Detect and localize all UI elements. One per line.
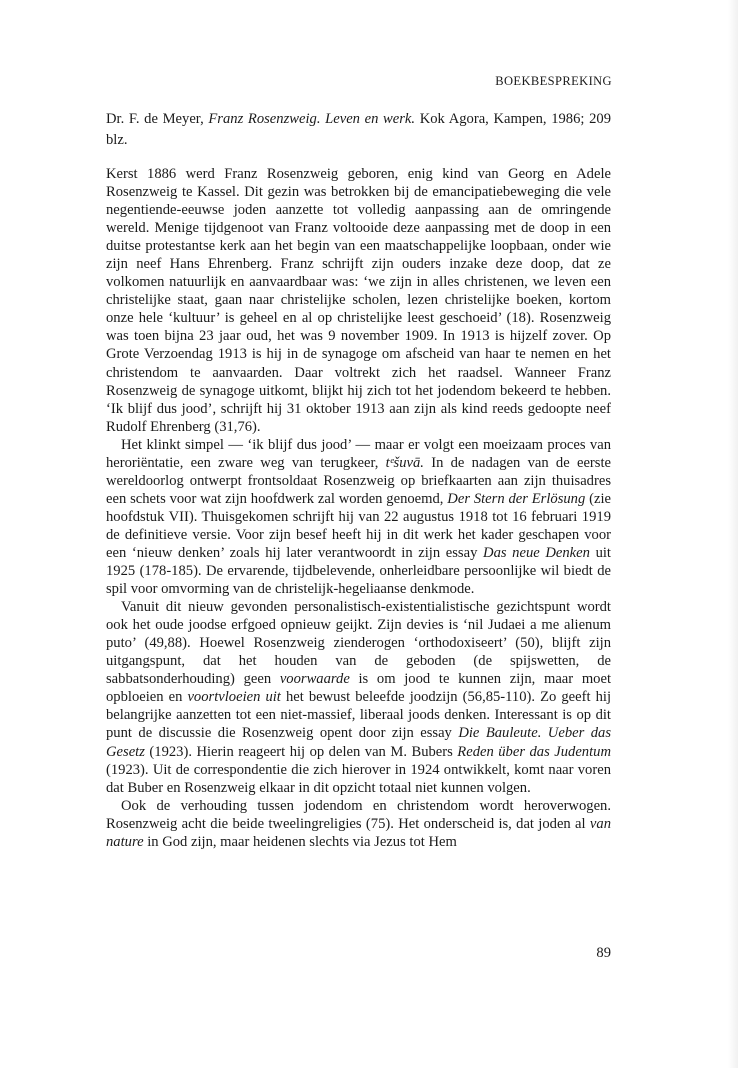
paragraph-4-text-b: in God zijn, maar heidenen slechts via Jezus tot Hem	[143, 833, 457, 850]
book-author: Dr. F. de Meyer,	[106, 111, 209, 127]
paragraph-4	[106, 797, 611, 851]
page-number: 89	[596, 945, 611, 961]
book-title: Franz Rosenzweig. Leven en werk.	[208, 111, 416, 127]
hebrew-term: tᵉšuvā.	[385, 454, 424, 471]
work-title-reden: Reden über das Judentum	[457, 743, 611, 760]
work-title-bauleute: Die Bauleute. Ueber das Gesetz	[106, 725, 611, 760]
paragraph-2-text-b: In de nadagen van de eerste wereldoorlog ontwerpt frontsoldaat Rosenzweig op briefkaarten aan zijn thuisadres een schets voor wat zijn hoofdwerk zal worden genoemd,	[106, 454, 611, 507]
work-title-stern: Der Stern der Erlösung	[447, 490, 586, 507]
book-reference	[106, 109, 611, 150]
book-citation	[106, 109, 611, 150]
paragraph-3-text-e: (1923). Uit de correspondentie die zich hierover in 1924 ontwikkelt, komt naar voren dat Buber en Rosenzweig elkaar in dit opzicht totaal niet kunnen volgen.	[106, 761, 611, 796]
paragraph-1: Kerst 1886 werd Franz Rosenzweig geboren, enig kind van Georg en Adele Rosenzweig te Kassel. Dit gezin was betrokken bij de emancipatiebeweging die vele negentiende-eeuwse joden aanzette tot volledig aanpassing aan de omringende wereld. Menige tijdgenoot van Franz voltooide deze aanpassing met de doop in een duitse protestantse kerk aan het begin van een maatschappelijke loopbaan, onder wie zijn neef Hans Ehrenberg. Franz schrijft zijn ouders inzake deze doop, dat ze volkomen natuurlijk en aanvaardbaar was: ‘we zijn in alles christenen, we leven een christelijke staat, gaan naar christelijke scholen, lezen christelijke boeken, kortom onze hele ‘kultuur’ is geheel en al op christelijke leest geschoeid’ (18). Rosenzweig was toen bijna 23 jaar oud, het was 9 november 1909. In 1913 is hijzelf zover. Op Grote Verzoendag 1913 is hij in de synagoge om afscheid van haar te nemen en het christendom te aanvaarden. Daar voltrekt zich het raadsel. Wanneer Franz Rosenzweig de synagoge uitkomt, blijkt hij zich tot het jodendom bekeerd te hebben. ‘Ik blijf dus jood’, schrijft hij 31 oktober 1913 aan zijn als kind reeds gedoopte neef Rudolf Ehrenberg (31,76).	[106, 166, 611, 435]
running-header: BOEKBESPREKING	[495, 74, 612, 88]
emphasis-voorwaarde: voorwaarde	[279, 671, 350, 688]
paragraph-2-text-a: Het klinkt simpel — ‘ik blijf dus jood’ — maar er volgt een moeizaam proces van heroriëntatie, een zware weg van terugkeer,	[106, 436, 611, 471]
emphasis-voortvloeien: voortvloeien uit	[187, 689, 281, 706]
paragraph-3-text-d: (1923). Hierin reageert hij op delen van M. Bubers	[144, 743, 458, 760]
book-publisher: Kok Agora, Kampen, 1986; 209 blz.	[106, 111, 611, 148]
paragraph-3-text-a: Vanuit dit nieuw gevonden personalistisch-existentialistische gezichtspunt wordt ook het oude joodse erfgoed opnieuw geijkt. Zijn devies is ‘nil Judaei a me alienum puto’ (49,88). Hoewel Rosenzweig zienderogen ‘orthodoxiseert’ (50), blijft zijn uitgangspunt, dat het houden van de geboden (de spijswetten, de sabbatsonderhouding) geen	[106, 599, 611, 688]
paragraph-2-text-c: (zie hoofdstuk VII). Thuisgekomen schrijft hij van 22 augustus 1918 tot 16 februari 1919 de definitieve versie. Voor zijn besef heeft hij in dit werk het kader geschapen voor een ‘nieuw denken’ zoals hij later verantwoordt in zijn essay	[106, 490, 611, 561]
paragraph-3-text-c: het bewust beleefde joodzijn (56,85-110). Zo geeft hij belangrijke aanzetten tot een niet-massief, liberaal joods denken. Interessant is op dit punt de discussie die Rosenzweig opent door zijn essay	[106, 689, 611, 742]
page-edge-shadow	[728, 0, 738, 1068]
review-body	[106, 165, 611, 851]
paragraph-3	[106, 598, 611, 797]
paragraph-2-text-d: uit 1925 (178-185). De ervarende, tijdbelevende, onherleidbare persoonlijke wil biedt de spil voor omvorming van de christelijk-hegeliaanse denkmode.	[106, 544, 611, 598]
emphasis-van-nature: van nature	[106, 815, 611, 850]
paragraph-4-text-a: Ook de verhouding tussen jodendom en christendom wordt heroverwogen. Rosenzweig acht die beide tweelingreligies (75). Het onderscheid is, dat joden al	[106, 797, 611, 832]
work-title-neue-denken: Das neue Denken	[483, 544, 590, 561]
paragraph-3-text-b: is om jood te kunnen zijn, maar moet opbloeien en	[106, 671, 611, 706]
paragraph-2	[106, 436, 611, 598]
